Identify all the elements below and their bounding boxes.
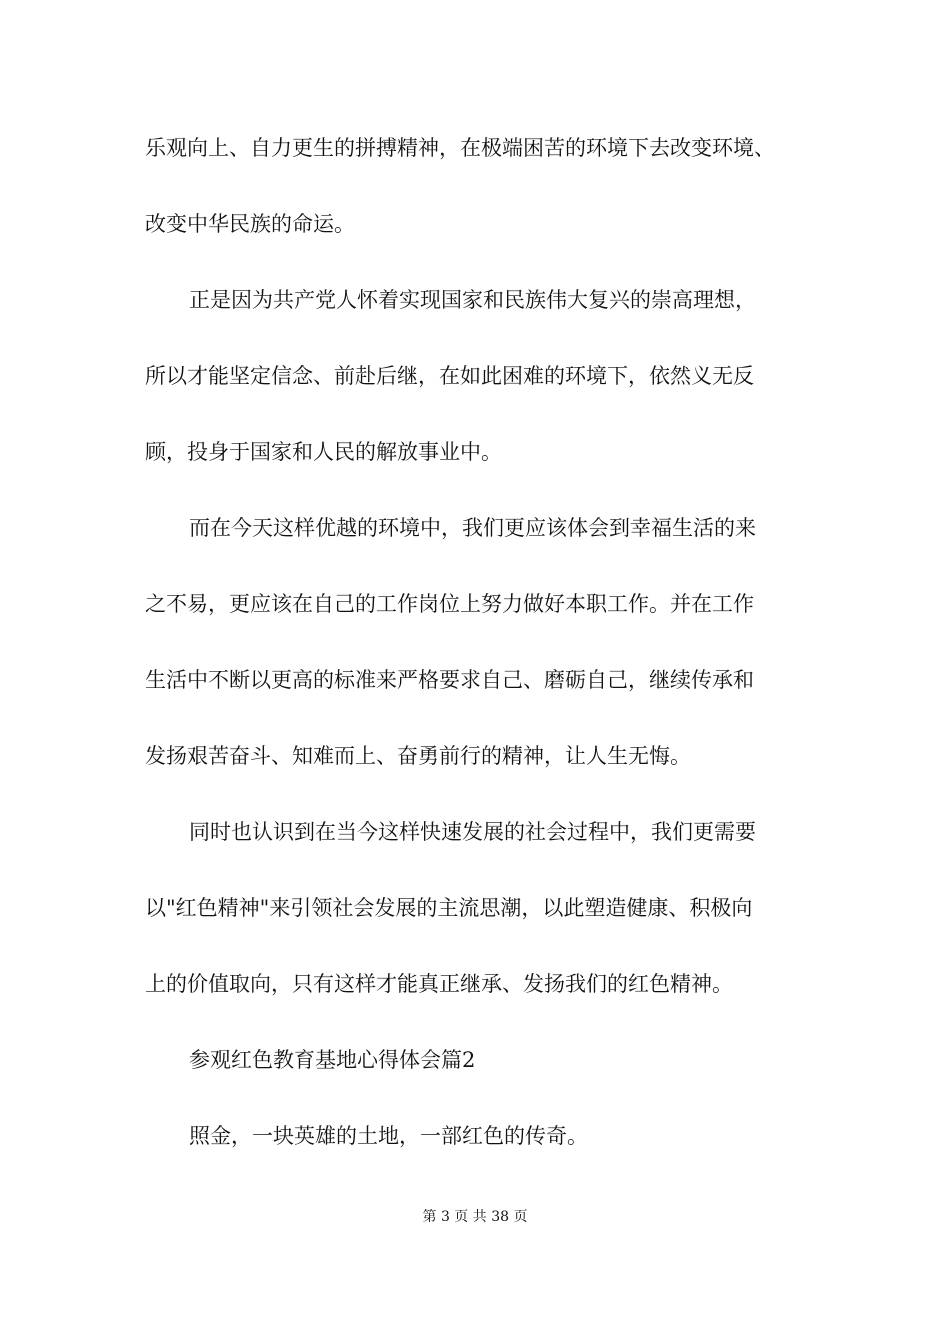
page-number-footer: 第 3 页 共 38 页 [422, 1209, 528, 1225]
text-line: 发扬艰苦奋斗、知难而上、奋勇前行的精神，让人生无悔。 [145, 744, 691, 768]
paragraph-start-line: 正是因为共产党人怀着实现国家和民族伟大复兴的崇高理想， [189, 288, 756, 312]
text-line: 所以才能坚定信念、前赴后继，在如此困难的环境下，依然义无反 [145, 364, 754, 388]
text-line: 顾，投身于国家和人民的解放事业中。 [145, 440, 502, 464]
section-heading: 参观红色教育基地心得体会篇2 [189, 1048, 476, 1072]
text-line: 以"红色精神"来引领社会发展的主流思潮，以此塑造健康、积极向 [145, 896, 753, 920]
text-line: 上的价值取向，只有这样才能真正继承、发扬我们的红色精神。 [145, 972, 733, 996]
text-line: 乐观向上、自力更生的拼搏精神，在极端困苦的环境下去改变环境、 [145, 136, 775, 160]
text-line: 之不易，更应该在自己的工作岗位上努力做好本职工作。并在工作 [145, 592, 754, 616]
text-line: 改变中华民族的命运。 [145, 212, 355, 236]
paragraph-start-line: 同时也认识到在当今这样快速发展的社会过程中，我们更需要 [189, 820, 756, 844]
body-text [145, 128, 835, 1192]
paragraph-start-line: 照金，一块英雄的土地，一部红色的传奇。 [189, 1124, 588, 1148]
paragraph-start-line: 而在今天这样优越的环境中，我们更应该体会到幸福生活的来 [189, 516, 756, 540]
text-line: 生活中不断以更高的标准来严格要求自己、磨砺自己，继续传承和 [145, 668, 754, 692]
